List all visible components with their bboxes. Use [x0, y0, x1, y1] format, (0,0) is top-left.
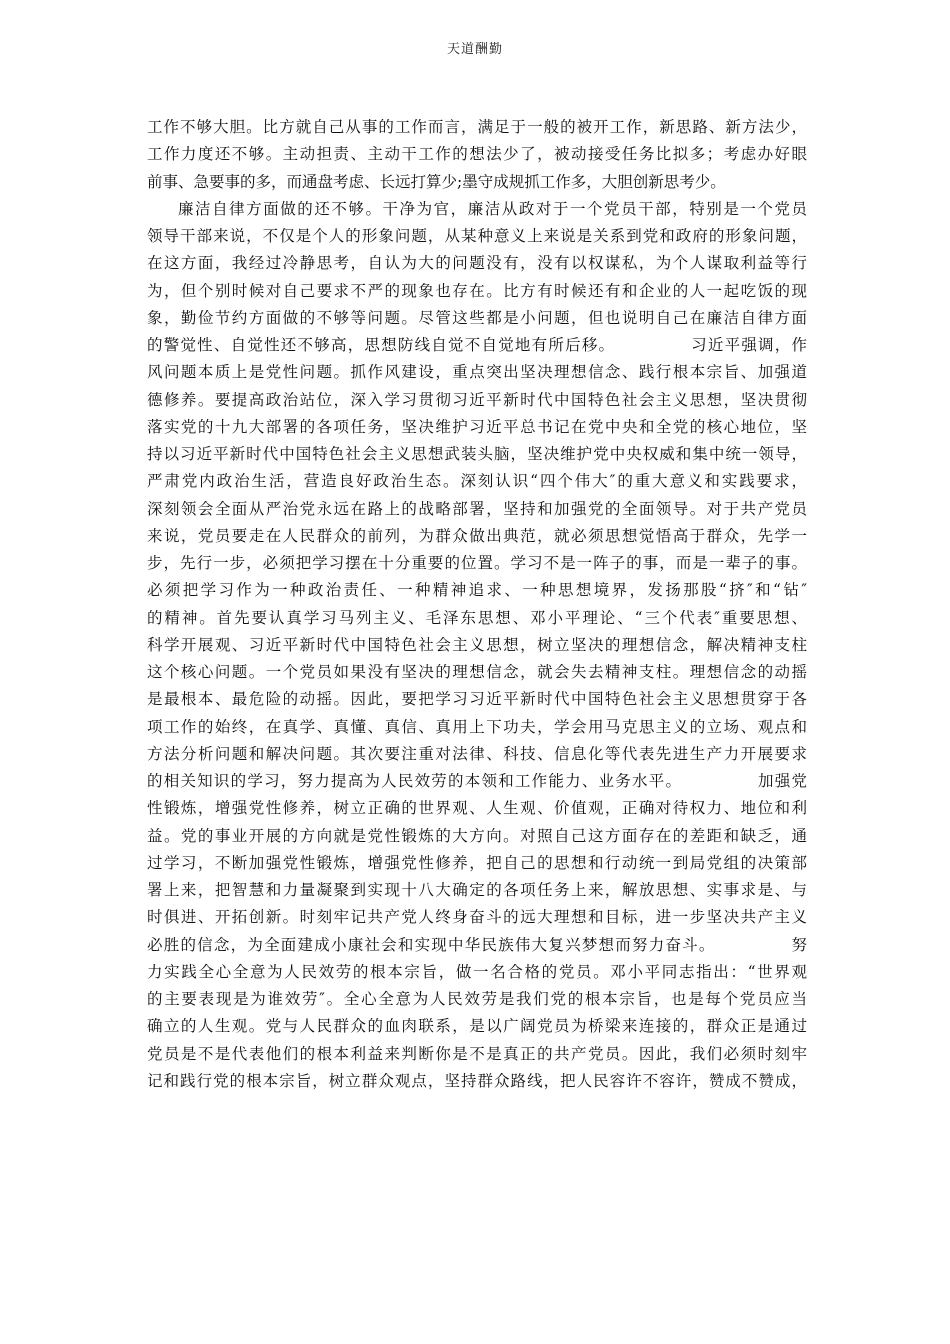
text-line: 在这方面，我经过冷静思考，自认为大的问题没有，没有以权谋私，为个人谋取利益等行: [147, 254, 807, 273]
text-line: 记和践行党的根本宗旨，树立群众观点，坚持群众路线，把人民容许不容许，赞成不赞成，: [147, 1071, 807, 1090]
text-line: 过学习，不断加强党性锻炼，增强党性修养，把自己的思想和行动统一到局党组的决策部: [147, 853, 807, 872]
text-line: 严肃党内政治生活，营造良好政治生态。深刻认识“四个伟大″的重大意义和实践要求，: [147, 472, 807, 491]
text-line: 落实党的十九大部署的各项任务，坚决维护习近平总书记在党中央和全党的核心地位，坚: [147, 417, 807, 436]
text-line: 益。党的事业开展的方向就是党性锻炼的大方向。对照自己这方面存在的差距和缺乏，通: [147, 826, 807, 845]
text-line: 持以习近平新时代中国特色社会主义思想武装头脑，坚决维护党中央权威和集中统一领导，: [147, 445, 807, 463]
text-line: 的主要表现是为谁效劳″。全心全意为人民效劳是我们党的根本宗旨，也是每个党员应当: [147, 990, 807, 1008]
text-line: 科学开展观、习近平新时代中国特色社会主义思想，树立坚决的理想信念，解决精神支柱: [147, 635, 807, 654]
text-line: 风问题本质上是党性问题。抓作风建设，重点突出坚决理想信念、践行根本宗旨、加强道: [147, 363, 807, 382]
text-line: 必须把学习作为一种政治责任、一种精神追求、一种思想境界，发扬那股“挤″和“钻″: [147, 581, 807, 600]
text-line: 工作不够大胆。比方就自己从事的工作而言，满足于一般的被开工作，新思路、新方法少，: [147, 118, 807, 136]
page-header: 天道酬勤: [446, 42, 503, 57]
text-line: 方法分析问题和解决问题。其次要注重对法律、科技、信息化等代表先进生产力开展要求: [147, 744, 807, 763]
text-line: 的警觉性、自觉性还不够高，思想防线自觉不自觉地有所后移。 习近平强调，作: [147, 336, 807, 354]
text-line: 时俱进、开拓创新。时刻牢记共产党人终身奋斗的远大理想和目标，进一步坚决共产主义: [147, 908, 807, 927]
text-line: 的精神。首先要认真学习马列主义、毛泽东思想、邓小平理论、“三个代表″重要思想、: [147, 608, 807, 627]
text-line: 廉洁自律方面做的还不够。干净为官，廉洁从政对于一个党员干部，特别是一个党员: [178, 199, 807, 218]
text-line: 的相关知识的学习，努力提高为人民效劳的本领和工作能力、业务水平。 加强党: [147, 772, 807, 790]
text-line: 德修养。要提高政治站位，深入学习贯彻习近平新时代中国特色社会主义思想，坚决贯彻: [147, 390, 807, 409]
text-line: 是最根本、最危险的动摇。因此，要把学习习近平新时代中国特色社会主义思想贯穿于各: [147, 690, 807, 709]
document-body: [147, 114, 807, 1095]
text-line: 为，但个别时候对自己要求不严的现象也存在。比方有时候还有和企业的人一起吃饭的现: [147, 281, 807, 300]
text-line: 来说，党员要走在人民群众的前列，为群众做出典范，就必须思想觉悟高于群众，先学一: [147, 526, 807, 545]
text-line: 党员是不是代表他们的根本利益来判断你是不是真正的共产党员。因此，我们必须时刻牢: [147, 1044, 807, 1063]
text-line: 性锻炼，增强党性修养，树立正确的世界观、人生观、价值观，正确对待权力、地位和利: [147, 799, 807, 818]
text-line: 项工作的始终，在真学、真懂、真信、真用上下功夫，学会用马克思主义的立场、观点和: [147, 717, 807, 736]
text-line: 这个核心问题。一个党员如果没有坚决的理想信念，就会失去精神支柱。理想信念的动摇: [147, 663, 807, 681]
text-line: 署上来，把智慧和力量凝聚到实现十八大确定的各项任务上来，解放思想、实事求是、与: [147, 881, 807, 899]
text-line: 深刻领会全面从严治党永远在路上的战略部署，坚持和加强党的全面领导。对于共产党员: [147, 499, 807, 518]
text-line: 确立的人生观。党与人民群众的血肉联系，是以广阔党员为桥梁来连接的，群众正是通过: [147, 1017, 807, 1036]
text-line: 必胜的信念，为全面建成小康社会和实现中华民族伟大复兴梦想而努力奋斗。 努: [147, 935, 807, 954]
text-line: 力实践全心全意为人民效劳的根本宗旨，做一名合格的党员。邓小平同志指出：“世界观: [147, 962, 807, 981]
text-line: 象，勤俭节约方面做的不够等问题。尽管这些都是小问题，但也说明自己在廉洁自律方面: [147, 308, 807, 327]
text-line: 领导干部来说，不仅是个人的形象问题，从某种意义上来说是关系到党和政府的形象问题，: [147, 227, 807, 245]
text-line: 前事、急要事的多，而通盘考虑、长远打算少;墨守成规抓工作多，大胆创新思考少。: [147, 172, 726, 191]
text-line: 工作力度还不够。主动担责、主动干工作的想法少了，被动接受任务比拟多；考虑办好眼: [147, 145, 807, 164]
text-line: 步，先行一步，必须把学习摆在十分重要的位置。学习不是一阵子的事，而是一辈子的事。: [147, 554, 807, 572]
